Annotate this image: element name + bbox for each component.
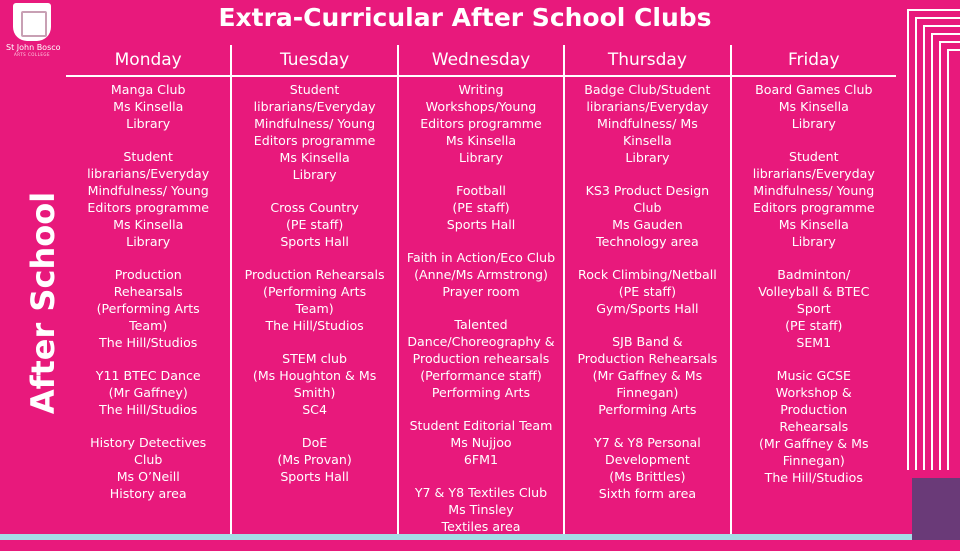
- activity-line: Performing Arts: [598, 402, 697, 417]
- activity-line: Production: [114, 267, 182, 282]
- activity-item: [399, 484, 563, 535]
- activity-line: Student: [789, 149, 839, 164]
- activity-line: Ms Kinsella: [445, 133, 517, 148]
- school-subtitle: ARTS COLLEGE: [13, 52, 51, 57]
- activity-line: Badge Club/Student: [584, 82, 711, 97]
- activity-line: History area: [109, 486, 187, 501]
- activity-item: [565, 333, 729, 418]
- activity-line: (Mr Gaffney & Ms: [759, 436, 869, 451]
- activity-line: Production Rehearsals: [577, 351, 718, 366]
- activity-line: Sixth form area: [598, 486, 697, 501]
- activity-line: (PE staff): [618, 284, 677, 299]
- activity-item: [399, 316, 563, 401]
- activity-line: Workshop &: [775, 385, 852, 400]
- page-title: Extra-Curricular After School Clubs: [218, 3, 712, 32]
- activity-line: SEM1: [796, 335, 832, 350]
- school-name: St John Bosco: [6, 43, 61, 52]
- activity-line: Dance/Choreography &: [407, 334, 555, 349]
- activity-line: Mindfulness/ Young: [87, 183, 209, 198]
- activity-line: (Performing Arts: [263, 284, 367, 299]
- activity-line: Team): [295, 301, 334, 316]
- activity-item: [232, 434, 396, 485]
- activity-line: Production: [780, 402, 848, 417]
- activity-line: Sports Hall: [446, 217, 516, 232]
- activity-line: (Performing Arts: [96, 301, 200, 316]
- activity-line: The Hill/Studios: [99, 402, 198, 417]
- activity-item: [399, 417, 563, 468]
- activity-item: [399, 81, 563, 166]
- activity-line: Student: [289, 82, 340, 97]
- activity-line: Performing Arts: [431, 385, 531, 400]
- activity-item: [732, 81, 896, 132]
- activity-line: (PE staff): [452, 200, 510, 215]
- activity-item: [232, 81, 396, 183]
- activity-line: The Hill/Studios: [99, 335, 198, 350]
- activity-line: Mindfulness/ Young: [753, 183, 875, 198]
- activity-line: Rock Climbing/Netball: [578, 267, 717, 282]
- activity-line: (PE staff): [285, 217, 344, 232]
- activity-line: librarians/Everyday: [586, 99, 709, 114]
- day-header-tuesday: Tuesday: [232, 45, 396, 75]
- activity-item: [565, 81, 729, 166]
- activity-line: 6FM1: [463, 452, 499, 467]
- activity-line: Ms Kinsella: [778, 99, 849, 114]
- activity-line: Ms Gauden: [612, 217, 683, 232]
- activity-line: (Performance staff): [420, 368, 542, 383]
- day-header-friday: Friday: [732, 45, 896, 75]
- day-column-tuesday: [232, 77, 396, 551]
- activity-line: Kinsella: [623, 133, 672, 148]
- activity-item: [565, 182, 729, 250]
- activity-line: Board Games Club: [755, 82, 873, 97]
- activity-item: [232, 350, 396, 418]
- activity-line: Y11 BTEC Dance: [95, 368, 201, 383]
- activity-line: Ms O’Neill: [116, 469, 180, 484]
- activity-line: Ms Kinsella: [113, 99, 184, 114]
- activity-line: Faith in Action/Eco Club: [406, 250, 556, 265]
- activity-line: (Mr Gaffney & Ms: [592, 368, 703, 383]
- activity-line: Manga Club: [110, 82, 186, 97]
- day-column-friday: [732, 77, 896, 551]
- activity-line: Ms Tinsley: [448, 502, 514, 517]
- activity-line: Rehearsals: [779, 419, 849, 434]
- activity-line: SJB Band &: [612, 334, 683, 349]
- activity-line: librarians/Everyday: [253, 99, 376, 114]
- activity-line: (Ms Provan): [277, 452, 352, 467]
- activity-line: Prayer room: [442, 284, 520, 299]
- activity-line: librarians/Everyday: [87, 166, 210, 181]
- activity-item: [232, 199, 396, 250]
- activity-line: Development: [605, 452, 690, 467]
- activity-line: Production Rehearsals: [244, 267, 385, 282]
- activity-line: Mindfulness/ Ms: [597, 116, 698, 131]
- activity-line: Volleyball & BTEC: [758, 284, 870, 299]
- activity-item: [565, 434, 729, 502]
- activity-line: Workshops/Young: [425, 99, 537, 114]
- activity-line: Library: [625, 150, 670, 165]
- decorative-block: [912, 478, 960, 540]
- activity-line: (Ms Brittles): [609, 469, 686, 484]
- activity-line: Club: [134, 452, 163, 467]
- activity-item: [66, 81, 230, 132]
- activity-line: Library: [126, 234, 171, 249]
- activity-line: History Detectives: [90, 435, 207, 450]
- activity-item: [732, 148, 896, 250]
- activity-item: [565, 266, 729, 317]
- activity-line: Library: [791, 116, 836, 131]
- activity-line: (Mr Gaffney): [108, 385, 188, 400]
- activity-line: Library: [458, 150, 504, 165]
- side-label-text: After School: [24, 191, 62, 415]
- activity-line: Ms Nujjoo: [450, 435, 512, 450]
- activity-line: Student Editorial Team: [409, 418, 553, 433]
- activity-line: Ms Kinsella: [778, 217, 849, 232]
- day-column-monday: [66, 77, 230, 551]
- activity-line: Editors programme: [752, 200, 875, 215]
- activity-line: Editors programme: [253, 133, 376, 148]
- activity-line: Club: [633, 200, 662, 215]
- bottom-strip: [0, 534, 912, 540]
- activity-line: Sports Hall: [280, 469, 349, 484]
- day-header-monday: Monday: [66, 45, 230, 75]
- activity-line: Finnegan): [782, 453, 845, 468]
- activity-line: (Anne/Ms Armstrong): [414, 267, 548, 282]
- activity-line: Sports Hall: [280, 234, 349, 249]
- day-header-thursday: Thursday: [565, 45, 729, 75]
- activity-item: [66, 266, 230, 351]
- activity-line: Cross Country: [270, 200, 359, 215]
- activity-line: Sport: [796, 301, 831, 316]
- activity-line: Ms Kinsella: [279, 150, 350, 165]
- activity-line: Music GCSE: [776, 368, 851, 383]
- activity-item: [66, 148, 230, 250]
- activity-line: Library: [126, 116, 171, 131]
- side-label: [20, 76, 66, 530]
- activity-line: Talented: [454, 317, 508, 332]
- activity-line: Writing: [458, 82, 504, 97]
- activity-line: Student: [123, 149, 173, 164]
- activity-line: (Ms Houghton & Ms: [252, 368, 377, 383]
- activity-line: Library: [791, 234, 836, 249]
- activity-item: [399, 182, 563, 233]
- activity-line: KS3 Product Design: [585, 183, 710, 198]
- activity-line: STEM club: [282, 351, 348, 366]
- activity-line: Team): [129, 318, 168, 333]
- activity-line: The Hill/Studios: [764, 470, 863, 485]
- activity-line: Gym/Sports Hall: [596, 301, 699, 316]
- decorative-lines-icon: [900, 0, 960, 470]
- activity-item: [732, 266, 896, 351]
- day-column-wednesday: [399, 77, 563, 551]
- activity-line: Editors programme: [420, 116, 542, 131]
- activity-line: (PE staff): [785, 318, 843, 333]
- activity-line: librarians/Everyday: [752, 166, 875, 181]
- activity-line: Rehearsals: [113, 284, 183, 299]
- activity-item: [66, 367, 230, 418]
- activity-line: DoE: [301, 435, 328, 450]
- activity-line: Y7 & Y8 Textiles Club: [414, 485, 548, 500]
- decorative-border: [900, 0, 960, 540]
- day-column-thursday: [565, 77, 729, 551]
- activity-item: [399, 249, 563, 300]
- activity-line: Textiles area: [441, 519, 521, 534]
- activity-line: The Hill/Studios: [265, 318, 364, 333]
- activity-line: Production rehearsals: [412, 351, 550, 366]
- activity-line: Mindfulness/ Young: [254, 116, 376, 131]
- activity-line: SC4: [302, 402, 327, 417]
- activity-line: Editors programme: [87, 200, 209, 215]
- timetable-grid: [66, 45, 896, 536]
- activity-line: Finnegan): [616, 385, 679, 400]
- activity-line: Ms Kinsella: [113, 217, 184, 232]
- activity-item: [232, 266, 396, 334]
- activity-line: Smith): [293, 385, 336, 400]
- activity-item: [732, 367, 896, 486]
- day-header-wednesday: Wednesday: [399, 45, 563, 75]
- activity-line: Badminton/: [777, 267, 851, 282]
- activity-item: [66, 434, 230, 502]
- activity-line: Technology area: [596, 234, 699, 249]
- activity-line: Y7 & Y8 Personal: [594, 435, 701, 450]
- activity-line: Football: [456, 183, 506, 198]
- activity-line: Library: [292, 167, 337, 182]
